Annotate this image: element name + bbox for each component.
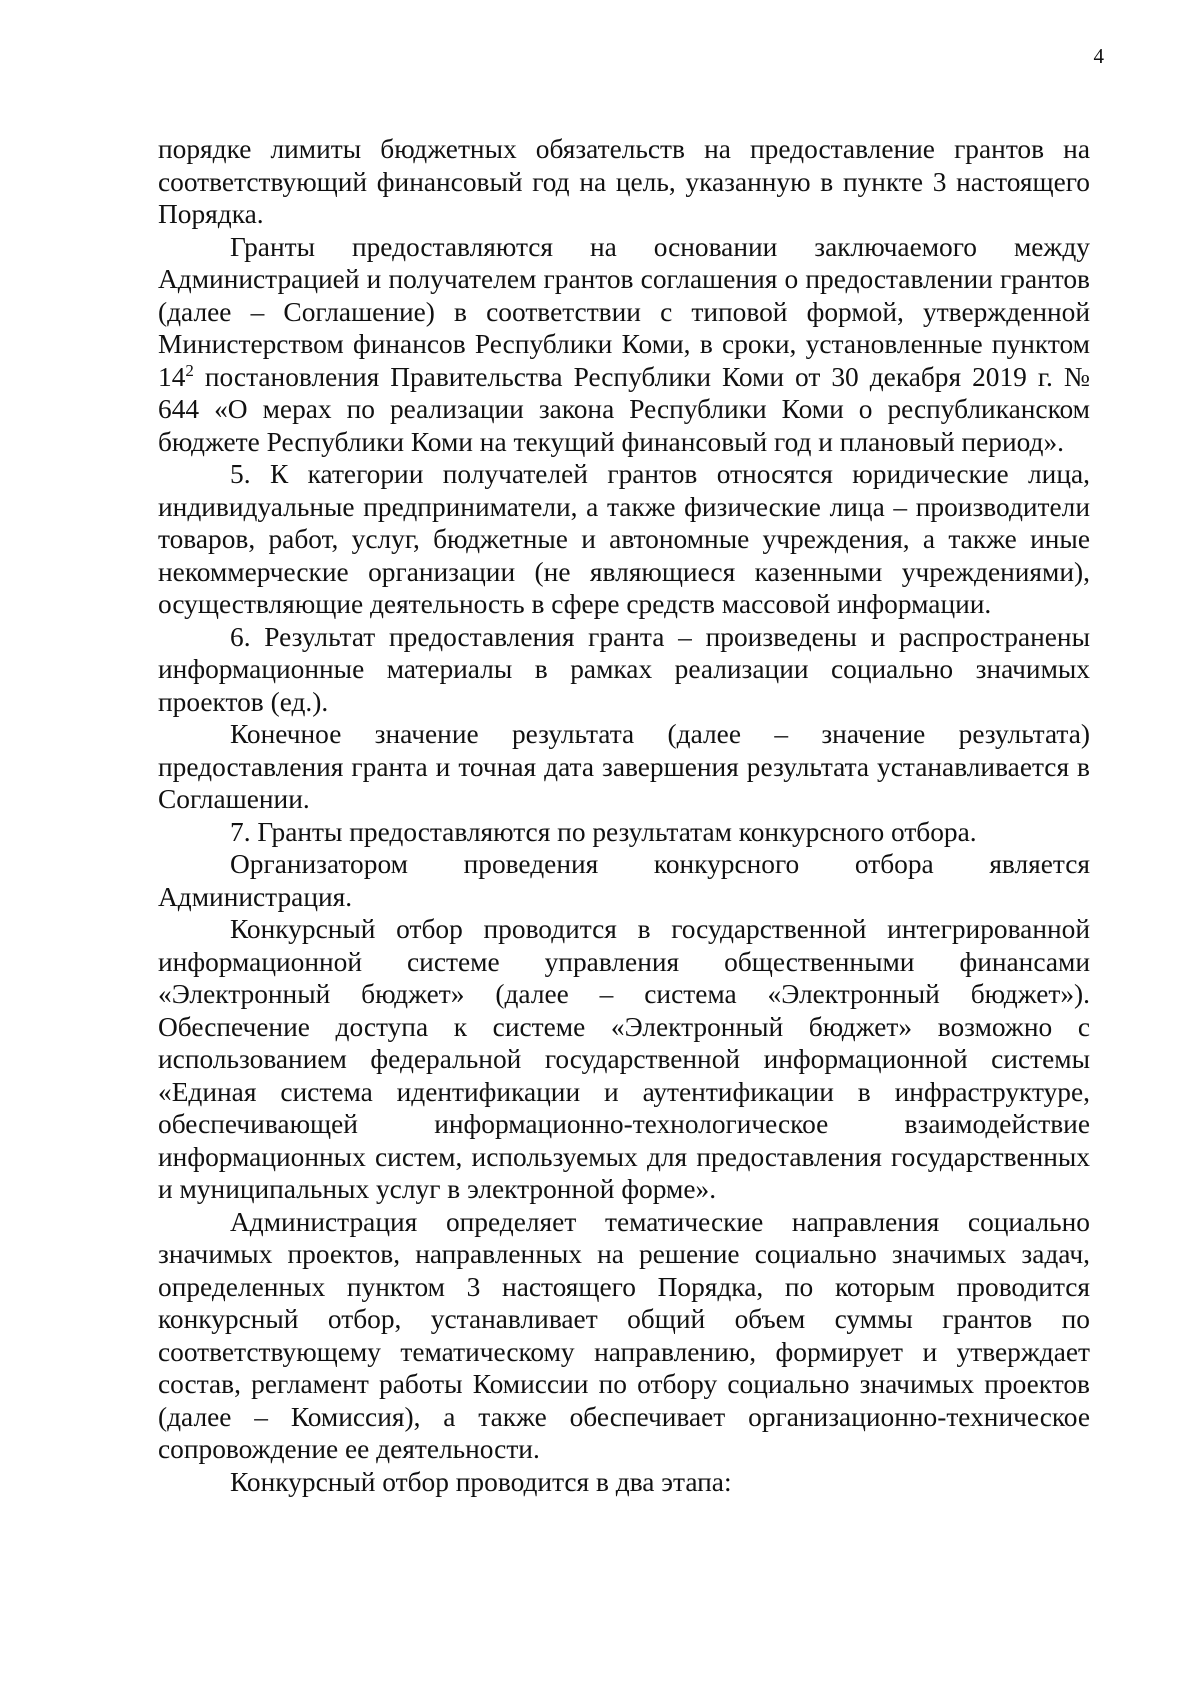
paragraph-item-6: 6. Результат предоставления гранта – произведены и распространены информационные материалы в рамках реализации социально значимых проектов (ед.). (158, 621, 1090, 717)
document-body (158, 133, 1090, 1498)
paragraph-item-7: 7. Гранты предоставляются по результатам конкурсного отбора. (230, 816, 977, 847)
paragraph-continuation: порядке лимиты бюджетных обязательств на предоставление грантов на соответствующий финансовый год на цель, указанную в пункте 3 настоящего Порядка. (158, 134, 1090, 229)
paragraph-text: Гранты предоставляются на основании заключаемого между Администрацией и получателем грантов соглашения о предоставлении грантов (далее – Соглашение) в соответствии с типовой формой, утвержденной Министерством финансов Республики Коми, в сроки, установленные пунктом 14 (158, 231, 1090, 392)
paragraph-organizer: Организатором проведения конкурсного отбора является Администрация. (158, 849, 1090, 912)
paragraph-item-5: 5. К категории получателей грантов относятся юридические лица, индивидуальные предприниматели, а также физические лица – производители товаров, работ, услуг, бюджетные и автономные учреждения, а также иные некоммерческие организации (не являющиеся казенными учреждениями), осуществляющие деятельность в сфере средств массовой информации. (158, 459, 1090, 619)
paragraph-electronic-budget: Конкурсный отбор проводится в государственной интегрированной информационной системе управления общественными финансами «Электронный бюджет» (далее – система «Электронный бюджет»). Обеспечение доступа к системе «Электронный бюджет» возможно с использованием федеральной государственной информационной системы «Единая система идентификации и аутентификации в инфраструктуре, обеспечивающей информационно-технологическое взаимодействие информационных систем, используемых для предоставления государственных и муниципальных услуг в электронной форме». (158, 914, 1090, 1204)
superscript: 2 (185, 360, 194, 380)
paragraph-administration-duties: Администрация определяет тематические направления социально значимых проектов, направленных на решение социально значимых задач, определенных пунктом 3 настоящего Порядка, по которым проводится конкурсный отбор, устанавливает общий объем суммы грантов по соответствующему тематическому направлению, формирует и утверждает состав, регламент работы Комиссии по отбору социально значимых проектов (далее – Комиссия), а также обеспечивает организационно-техническое сопровождение ее деятельности. (158, 1206, 1090, 1464)
paragraph-two-stages: Конкурсный отбор проводится в два этапа: (230, 1466, 732, 1497)
page-number: 4 (1093, 44, 1104, 68)
paragraph-agreement (158, 231, 1090, 459)
paragraph-final-value: Конечное значение результата (далее – значение результата) предоставления гранта и точная дата завершения результата устанавливается в Соглашении. (158, 719, 1090, 814)
paragraph-text: постановления Правительства Республики Коми от 30 декабря 2019 г. № 644 «О мерах по реализации закона Республики Коми о республиканском бюджете Республики Коми на текущий финансовый год и плановый период». (158, 361, 1090, 457)
